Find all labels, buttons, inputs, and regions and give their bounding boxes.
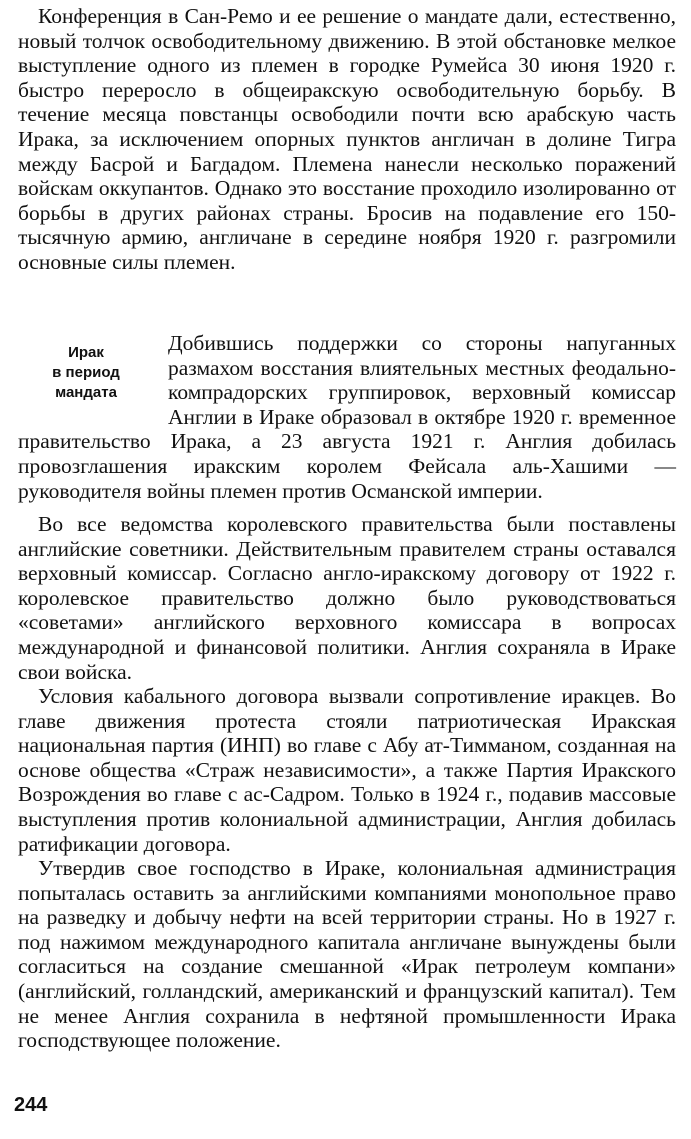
paragraph-mandate-text: Добившись поддержки со стороны напуганных размахом восстания влиятельных местных феодально-компрадорских группировок, верховный комиссар Англии в Ираке образовал в октябре 1920 г. временное правительство Ирака, а 23 августа 1921 г. Англия добилась провозглашения иракским королем Фейсала аль-Хашими — руководителя войны племен против Османской империи.	[18, 331, 676, 503]
paragraph-oil: Утвердив свое господство в Ираке, колониальная администрация попыталась оставить за английскими компаниями монопольное право на разведку и добычу нефти на всей территории страны. Но в 1927 г. под нажимом международного капитала англичане вынуждены были согласиться на создание смешанной «Ирак петролеум компани» (английский, голландский, американский и французский капитал). Тем не менее Англия сохранила в нефтяной промышленности Ирака господствующее положение.	[18, 856, 676, 1053]
margin-heading-line: Ирак	[68, 344, 104, 361]
paragraph-san-remo: Конференция в Сан-Ремо и ее решение о мандате дали, естественно, новый толчок освободительному движению. В этой обстановке мелкое выступление одного из племен в городке Румейса 30 июня 1920 г. быстро переросло в общеиракскую освободительную борьбу. В течение месяца повстанцы освободили почти всю арабскую часть Ирака, за исключением опорных пунктов англичан в долине Тигра между Басрой и Багдадом. Племена нанесли несколько поражений войскам оккупантов. Однако это восстание проходило изолированно от борьбы в других районах страны. Бросив на подавление его 150-тысячную армию, англичане в середине ноября 1920 г. разгромили основные силы племен.	[18, 4, 676, 274]
margin-heading-line: мандата	[55, 384, 117, 401]
margin-heading-line: в период	[52, 364, 120, 381]
margin-heading-space	[18, 331, 168, 429]
paragraph-advisers: Во все ведомства королевского правительства были поставлены английские советники. Действительным правителем страны оставался верховный комиссар. Согласно англо-иракскому договору от 1922 г. королевское правительство должно было руководствоваться «советами» английского верховного комиссара в вопросах международной и финансовой политики. Англия сохраняла в Ираке свои войска.	[18, 512, 676, 684]
paragraph-mandate-intro	[18, 331, 676, 503]
paragraph-protest: Условия кабального договора вызвали сопротивление иракцев. Во главе движения протеста стояли патриотическая Иракская национальная партия (ИНП) во главе с Абу ат-Тимманом, созданная на основе общества «Страж независимости», а также Партия Иракского Возрождения во главе с ас-Садром. Только в 1924 г., подавив массовые выступления против колониальной администрации, Англия добилась ратификации договора.	[18, 684, 676, 856]
page-number: 244	[14, 1094, 48, 1116]
